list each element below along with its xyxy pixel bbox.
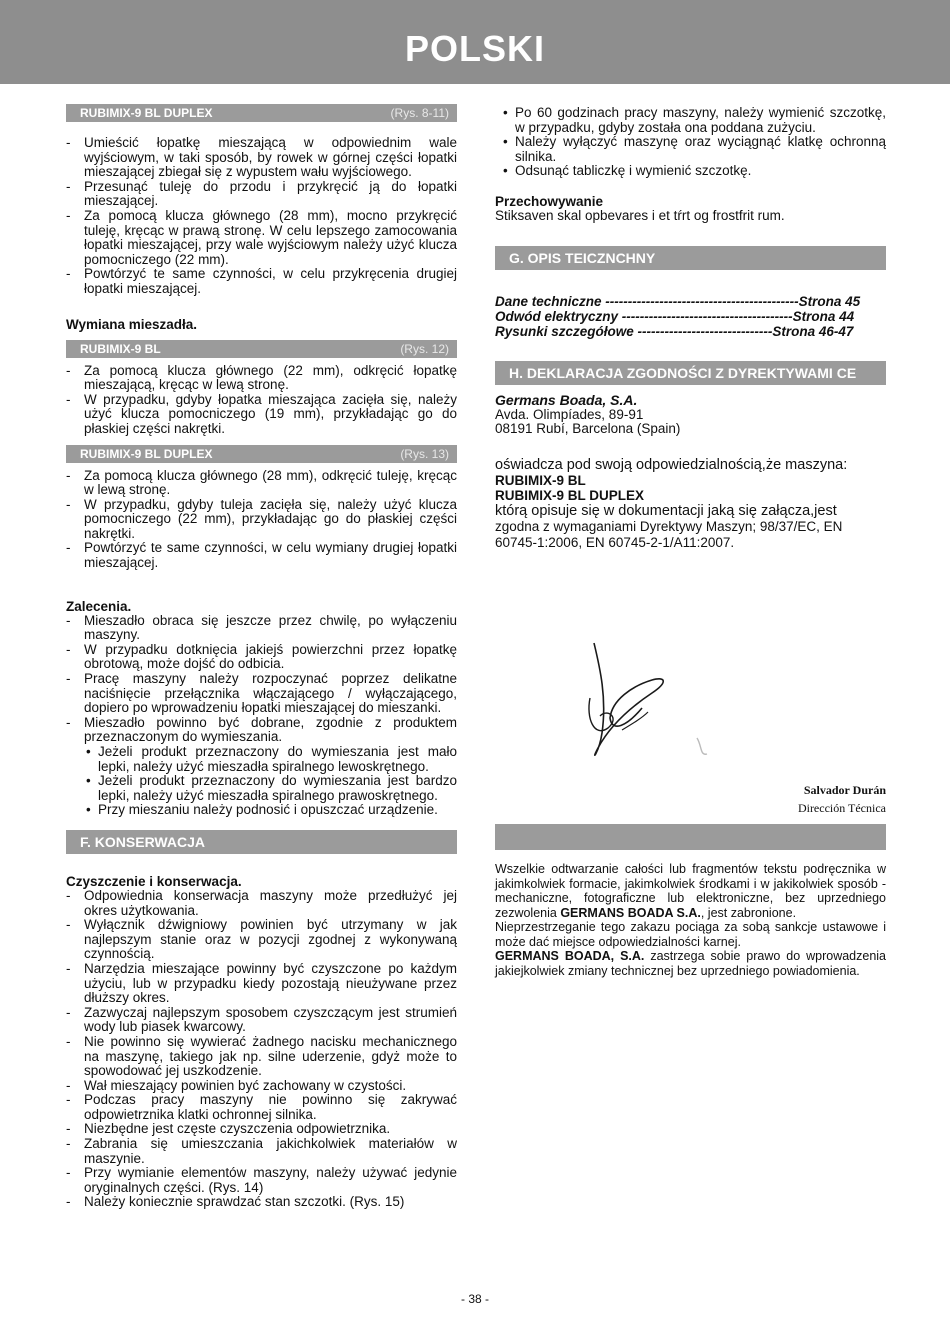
- list-item: • Należy wyłączyć maszynę oraz wyciągnąć klatkę ochronną silnika.: [495, 135, 886, 164]
- list-item: - Pracę maszyny należy rozpoczynać poprzez delikatne naciśnięcie przełącznika włączającego / wyłączającego, dopiero po wprowadzeniu łopatki mieszającej do mieszanki.: [66, 672, 457, 716]
- section-bar-technical: [495, 246, 886, 270]
- mounting-steps-list: [66, 136, 457, 297]
- legal-text: , jest zabronione.: [700, 905, 797, 920]
- legal-notice: [495, 862, 886, 978]
- list-item: - Podczas pracy maszyny nie powinno się zakrywać odpowietrznika klatki ochronnej silnika.: [66, 1093, 457, 1122]
- tech-line: Rysunki szczegółowe ------------------------------Strona 46-47: [495, 323, 854, 339]
- list-item: - Mieszadło obraca się jeszcze przez chwilę, po wyłączeniu maszyny.: [66, 614, 457, 643]
- company-block: [495, 393, 886, 437]
- section-bar-maintenance: [66, 830, 457, 854]
- storage-text: Stiksaven skal opbevares i et tŕrt og frostfrit rum.: [495, 207, 785, 223]
- list-item: - Powtórzyć te same czynności, w celu wymiany drugiej łopatki mieszającej.: [66, 541, 457, 570]
- list-item: • Odsunąć tabliczkę i wymienić szczotkę.: [495, 164, 886, 179]
- declaration-statement: oświadcza pod swoją odpowiedzialnością,że maszyna:: [495, 456, 848, 473]
- list-item: - Wał mieszający powinien być zachowany w czystości.: [66, 1079, 457, 1094]
- section-bar-declaration: [495, 361, 886, 385]
- legal-text: Wszelkie odtwarzanie całości lub fragmentów tekstu podręcznika w jakimkolwiek formacie, jakimkolwiek środkami i w jakikolwiek sposób - mechaniczne, fotograficzne lub elektroniczne, bez uprzedniego zezwolenia: [495, 862, 886, 920]
- heading-mixer-change: Wymiana mieszadła.: [66, 316, 198, 332]
- legal-paragraph: Nieprzestrzeganie tego zakazu pociąga za sobą sankcje ustawowe i może dać miejsce odpowiedzialności karnej.: [495, 920, 886, 949]
- sub-list-item: • Jeżeli produkt przeznaczony do wymieszania jest bardzo lepki, należy użyć mieszadła spiralnego prawoskrętnego.: [66, 774, 457, 803]
- legal-paragraph: [495, 949, 886, 978]
- legal-text: zastrzega sobie prawo do wprowadzenia jakiejkolwiek zmiany technicznej bez uprzedniego powiadomienia.: [495, 949, 887, 978]
- signature-image: [572, 638, 732, 768]
- change-steps-list: [66, 364, 457, 437]
- compliance-statement: którą opisuje się w dokumentacji jaką się załącza,jest: [495, 502, 837, 519]
- list-item: - Narzędzia mieszające powinny być czyszczone po każdym użyciu, lub w przypadku kiedy pozostają nieużywane przez dłuższy okres.: [66, 962, 457, 1006]
- list-item: - Za pomocą klucza głównego (22 mm), odkręcić łopatkę mieszającą, kręcąc w lewą stronę.: [66, 364, 457, 393]
- tech-line: Dane techniczne -------------------------------------------Strona 45: [495, 293, 861, 309]
- figure-ref: (Rys. 8-11): [390, 106, 449, 120]
- recommendations-list: [66, 614, 457, 745]
- sub-list-item: • Jeżeli produkt przeznaczony do wymieszania jest mało lepki, należy użyć mieszadła spiralnego lewoskrętnego.: [66, 745, 457, 774]
- list-item: - Za pomocą klucza głównego (28 mm), odkręcić tuleję, kręcąc w lewą stronę.: [66, 469, 457, 498]
- legal-company: GERMANS BOADA S.A.: [560, 905, 701, 920]
- left-column: [66, 104, 457, 1210]
- tech-line: Odwód elektryczny --------------------------------------Strona 44: [495, 308, 855, 324]
- page-number: - 38 -: [460, 1292, 489, 1306]
- section-bar-title: RUBIMIX-9 BL DUPLEX: [80, 106, 213, 120]
- list-item: - Umieścić łopatkę mieszającą w odpowiednim wale wyjściowym, w taki sposób, by rowek w górnej części łopatki mieszającej zbiegał się z wypustem wału wyjściowego.: [66, 136, 457, 180]
- list-item: - W przypadku dotknięcia jakiejś powierzchni przez łopatkę obrotową, może dojść do odbicia.: [66, 643, 457, 672]
- list-item: - Za pomocą klucza głównego (28 mm), mocno przykręcić tuleję, kręcąc w prawą stronę. W celu lepszego zamocowania łopatki mieszającej, przy wale wyjściowym należy użyć klucza pomocniczego (22 mm).: [66, 209, 457, 267]
- section-bar-title: F. KONSERWACJA: [80, 833, 205, 850]
- list-item: - W przypadku, gdyby tuleja zacięła się, należy użyć klucza pomocniczego (22 mm), przykładając go do płaskiej części nakrętki.: [66, 498, 457, 542]
- heading-cleaning: Czyszczenie i konserwacja.: [66, 873, 242, 889]
- list-item: - Mieszadło powinno być dobrane, zgodnie z produktem przeznaczonym do wymieszania.: [66, 716, 457, 745]
- list-item: - Zazwyczaj najlepszym sposobem czyszczącym jest strumień wody lub piasek kwarcowy.: [66, 1006, 457, 1035]
- signer-role: Dirección Técnica: [797, 801, 886, 815]
- model-name: RUBIMIX-9 BL DUPLEX: [495, 487, 645, 503]
- figure-ref: (Rys. 13): [400, 446, 449, 461]
- company-address-line: Avda. Olimpíades, 89-91: [495, 406, 644, 422]
- list-item: - Odpowiednia konserwacja maszyny może przedłużyć jej okres użytkowania.: [66, 889, 457, 918]
- section-bar-bl: [66, 340, 457, 358]
- declaration-block: [495, 457, 886, 551]
- signer-block: [798, 783, 886, 816]
- model-name: RUBIMIX-9 BL: [495, 472, 586, 488]
- list-item: - Niezbędne jest częste czyszczenia odpowietrznika.: [66, 1122, 457, 1137]
- section-bar-title: H. DEKLARACJA ZGODNOŚCI Z DYREKTYWAMI CE: [509, 364, 857, 381]
- technical-index: [495, 294, 886, 339]
- company-name: Germans Boada, S.A.: [495, 391, 638, 408]
- list-item: • Po 60 godzinach pracy maszyny, należy wymienić szczotkę, w przypadku, gdyby została ona poddana zużyciu.: [495, 106, 886, 135]
- list-item: - Należy koniecznie sprawdzać stan szczotki. (Rys. 15): [66, 1195, 457, 1210]
- page-header: [0, 0, 950, 84]
- brush-steps-list: [495, 106, 886, 179]
- list-item: - Przy wymianie elementów maszyny, należy używać jedynie oryginalnych części. (Rys. 14): [66, 1166, 457, 1195]
- section-bar-duplex: [66, 104, 457, 122]
- list-item: - Nie powinno się wywierać żadnego nacisku mechanicznego na maszynę, takiego jak np. silne uderzenie, gdyż może to spowodować jej uszkodzenie.: [66, 1035, 457, 1079]
- heading-storage: Przechowywanie: [495, 193, 604, 209]
- sub-list-item: • Przy mieszaniu należy podnosić i opuszczać urządzenie.: [66, 803, 457, 818]
- list-item: - Wyłącznik dźwigniowy powinien być utrzymany w jak najlepszym stanie oraz w pozycji zgodnej z wykonywaną czynnością.: [66, 918, 457, 962]
- recommendations-sublist: [66, 745, 457, 818]
- duplex-change-steps-list: [66, 469, 457, 571]
- right-column: [495, 104, 886, 551]
- section-bar-title: RUBIMIX-9 BL: [80, 341, 161, 356]
- figure-ref: (Rys. 12): [400, 341, 449, 356]
- heading-recommendations: Zalecenia.: [66, 598, 132, 614]
- section-bar-title: G. OPIS TEICZNCHNY: [509, 249, 656, 266]
- list-item: - W przypadku, gdyby łopatka mieszająca zacięła się, należy użyć klucza pomocniczego (19 mm), przykładając go do płaskiej części nakrętki.: [66, 393, 457, 437]
- legal-company: GERMANS BOADA, S.A.: [495, 949, 645, 963]
- signer-name: Salvador Durán: [803, 783, 886, 797]
- section-bar-title: RUBIMIX-9 BL DUPLEX: [80, 446, 213, 461]
- section-bar-duplex-2: [66, 445, 457, 463]
- list-item: - Przesunąć tuleję do przodu i przykręcić ją do łopatki mieszającej.: [66, 180, 457, 209]
- maintenance-list: [66, 889, 457, 1210]
- legal-paragraph: [495, 862, 886, 920]
- compliance-directive: zgodna z wymaganiami Dyrektywy Maszyn; 98/37/EC, EN 60745-1:2006, EN 60745-2-1/A11:2007.: [495, 518, 843, 550]
- language-title: POLSKI: [404, 28, 545, 69]
- blank-gray-bar: [495, 824, 886, 850]
- list-item: - Powtórzyć te same czynności, w celu przykręcenia drugiej łopatki mieszającej.: [66, 267, 457, 296]
- company-address-line: 08191 Rubí, Barcelona (Spain): [495, 421, 681, 437]
- list-item: - Zabrania się umieszczania jakichkolwiek materiałów w maszynie.: [66, 1137, 457, 1166]
